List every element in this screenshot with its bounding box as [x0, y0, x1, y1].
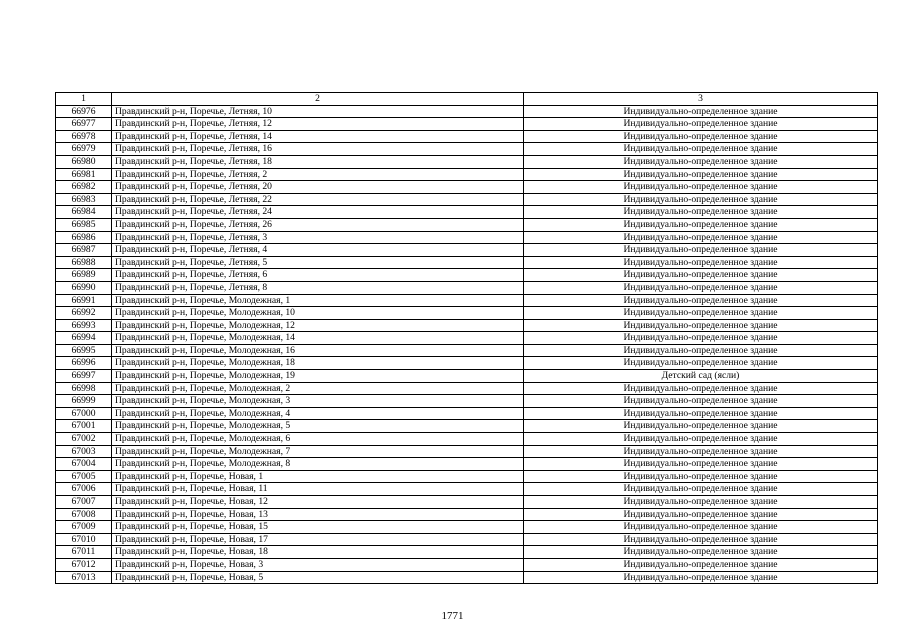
object-type-cell: Индивидуально-определенное здание — [524, 420, 878, 433]
table-header-row — [56, 93, 878, 106]
address-cell: Правдинский р-н, Поречье, Молодежная, 6 — [112, 433, 524, 446]
row-number-cell: 66981 — [56, 168, 112, 181]
address-cell: Правдинский р-н, Поречье, Молодежная, 19 — [112, 370, 524, 383]
address-cell: Правдинский р-н, Поречье, Летняя, 2 — [112, 168, 524, 181]
table-row — [56, 168, 878, 181]
page-number: 1771 — [441, 610, 464, 622]
address-cell: Правдинский р-н, Поречье, Молодежная, 1 — [112, 294, 524, 307]
row-number-cell: 67006 — [56, 483, 112, 496]
row-number-cell: 67008 — [56, 508, 112, 521]
row-number-cell: 66992 — [56, 307, 112, 320]
row-number-cell: 67001 — [56, 420, 112, 433]
table-row — [56, 105, 878, 118]
table-row — [56, 193, 878, 206]
table-row — [56, 546, 878, 559]
address-cell: Правдинский р-н, Поречье, Новая, 3 — [112, 558, 524, 571]
object-type-cell: Индивидуально-определенное здание — [524, 281, 878, 294]
address-cell: Правдинский р-н, Поречье, Летняя, 12 — [112, 118, 524, 131]
table-row — [56, 281, 878, 294]
table-row — [56, 130, 878, 143]
address-cell: Правдинский р-н, Поречье, Молодежная, 18 — [112, 357, 524, 370]
object-type-cell: Индивидуально-определенное здание — [524, 571, 878, 584]
row-number-cell: 67002 — [56, 433, 112, 446]
table-row — [56, 407, 878, 420]
address-cell: Правдинский р-н, Поречье, Новая, 17 — [112, 533, 524, 546]
object-type-cell: Индивидуально-определенное здание — [524, 193, 878, 206]
object-type-cell: Индивидуально-определенное здание — [524, 231, 878, 244]
table-row — [56, 521, 878, 534]
table-body — [56, 105, 878, 584]
object-type-cell: Индивидуально-определенное здание — [524, 382, 878, 395]
object-type-cell: Индивидуально-определенное здание — [524, 496, 878, 509]
address-cell: Правдинский р-н, Поречье, Новая, 18 — [112, 546, 524, 559]
table-row — [56, 558, 878, 571]
object-type-cell: Индивидуально-определенное здание — [524, 344, 878, 357]
object-type-cell: Индивидуально-определенное здание — [524, 256, 878, 269]
address-cell: Правдинский р-н, Поречье, Молодежная, 8 — [112, 458, 524, 471]
address-cell: Правдинский р-н, Поречье, Новая, 12 — [112, 496, 524, 509]
address-cell: Правдинский р-н, Поречье, Летняя, 8 — [112, 281, 524, 294]
row-number-cell: 66997 — [56, 370, 112, 383]
row-number-cell: 67003 — [56, 445, 112, 458]
address-cell: Правдинский р-н, Поречье, Летняя, 24 — [112, 206, 524, 219]
table-row — [56, 218, 878, 231]
row-number-cell: 66995 — [56, 344, 112, 357]
table-row — [56, 118, 878, 131]
table-row — [56, 181, 878, 194]
address-cell: Правдинский р-н, Поречье, Новая, 1 — [112, 470, 524, 483]
object-type-cell: Индивидуально-определенное здание — [524, 118, 878, 131]
row-number-cell: 66994 — [56, 332, 112, 345]
object-type-cell: Детский сад (ясли) — [524, 370, 878, 383]
address-cell: Правдинский р-н, Поречье, Молодежная, 3 — [112, 395, 524, 408]
object-type-cell: Индивидуально-определенное здание — [524, 458, 878, 471]
table-row — [56, 231, 878, 244]
row-number-cell: 66979 — [56, 143, 112, 156]
object-type-cell: Индивидуально-определенное здание — [524, 206, 878, 219]
object-type-cell: Индивидуально-определенное здание — [524, 357, 878, 370]
address-cell: Правдинский р-н, Поречье, Летняя, 6 — [112, 269, 524, 282]
address-cell: Правдинский р-н, Поречье, Молодежная, 7 — [112, 445, 524, 458]
table-row — [56, 508, 878, 521]
address-cell: Правдинский р-н, Поречье, Летняя, 3 — [112, 231, 524, 244]
row-number-cell: 67012 — [56, 558, 112, 571]
table-row — [56, 143, 878, 156]
object-type-cell: Индивидуально-определенное здание — [524, 168, 878, 181]
row-number-cell: 67010 — [56, 533, 112, 546]
address-cell: Правдинский р-н, Поречье, Молодежная, 10 — [112, 307, 524, 320]
address-cell: Правдинский р-н, Поречье, Летняя, 5 — [112, 256, 524, 269]
row-number-cell: 67005 — [56, 470, 112, 483]
object-type-cell: Индивидуально-определенное здание — [524, 105, 878, 118]
address-cell: Правдинский р-н, Поречье, Новая, 5 — [112, 571, 524, 584]
row-number-cell: 67011 — [56, 546, 112, 559]
table-row — [56, 420, 878, 433]
address-cell: Правдинский р-н, Поречье, Летняя, 26 — [112, 218, 524, 231]
row-number-cell: 67013 — [56, 571, 112, 584]
object-type-cell: Индивидуально-определенное здание — [524, 319, 878, 332]
address-cell: Правдинский р-н, Поречье, Летняя, 18 — [112, 155, 524, 168]
row-number-cell: 66998 — [56, 382, 112, 395]
object-type-cell: Индивидуально-определенное здание — [524, 508, 878, 521]
property-register-table — [55, 92, 878, 584]
table-row — [56, 458, 878, 471]
object-type-cell: Индивидуально-определенное здание — [524, 483, 878, 496]
object-type-cell: Индивидуально-определенное здание — [524, 244, 878, 257]
address-cell: Правдинский р-н, Поречье, Молодежная, 4 — [112, 407, 524, 420]
object-type-cell: Индивидуально-определенное здание — [524, 307, 878, 320]
table-row — [56, 269, 878, 282]
column-header-number: 1 — [56, 93, 112, 106]
table-row — [56, 470, 878, 483]
address-cell: Правдинский р-н, Поречье, Молодежная, 2 — [112, 382, 524, 395]
table-row — [56, 571, 878, 584]
address-cell: Правдинский р-н, Поречье, Молодежная, 12 — [112, 319, 524, 332]
address-cell: Правдинский р-н, Поречье, Летняя, 10 — [112, 105, 524, 118]
object-type-cell: Индивидуально-определенное здание — [524, 445, 878, 458]
object-type-cell: Индивидуально-определенное здание — [524, 395, 878, 408]
table-row — [56, 344, 878, 357]
row-number-cell: 66990 — [56, 281, 112, 294]
table-row — [56, 319, 878, 332]
object-type-cell: Индивидуально-определенное здание — [524, 130, 878, 143]
object-type-cell: Индивидуально-определенное здание — [524, 433, 878, 446]
row-number-cell: 66983 — [56, 193, 112, 206]
address-cell: Правдинский р-н, Поречье, Летняя, 4 — [112, 244, 524, 257]
address-cell: Правдинский р-н, Поречье, Новая, 15 — [112, 521, 524, 534]
row-number-cell: 66977 — [56, 118, 112, 131]
row-number-cell: 67009 — [56, 521, 112, 534]
row-number-cell: 67004 — [56, 458, 112, 471]
row-number-cell: 66991 — [56, 294, 112, 307]
address-cell: Правдинский р-н, Поречье, Летняя, 20 — [112, 181, 524, 194]
row-number-cell: 66986 — [56, 231, 112, 244]
address-cell: Правдинский р-н, Поречье, Новая, 13 — [112, 508, 524, 521]
row-number-cell: 66988 — [56, 256, 112, 269]
object-type-cell: Индивидуально-определенное здание — [524, 294, 878, 307]
object-type-cell: Индивидуально-определенное здание — [524, 269, 878, 282]
object-type-cell: Индивидуально-определенное здание — [524, 521, 878, 534]
address-cell: Правдинский р-н, Поречье, Молодежная, 16 — [112, 344, 524, 357]
object-type-cell: Индивидуально-определенное здание — [524, 143, 878, 156]
object-type-cell: Индивидуально-определенное здание — [524, 218, 878, 231]
object-type-cell: Индивидуально-определенное здание — [524, 470, 878, 483]
address-cell: Правдинский р-н, Поречье, Молодежная, 14 — [112, 332, 524, 345]
row-number-cell: 66978 — [56, 130, 112, 143]
table-row — [56, 382, 878, 395]
column-header-address: 2 — [112, 93, 524, 106]
row-number-cell: 67000 — [56, 407, 112, 420]
row-number-cell: 66996 — [56, 357, 112, 370]
table-row — [56, 483, 878, 496]
table-row — [56, 433, 878, 446]
object-type-cell: Индивидуально-определенное здание — [524, 558, 878, 571]
table-row — [56, 155, 878, 168]
row-number-cell: 66999 — [56, 395, 112, 408]
table-row — [56, 256, 878, 269]
table-row — [56, 307, 878, 320]
object-type-cell: Индивидуально-определенное здание — [524, 407, 878, 420]
table-row — [56, 357, 878, 370]
table-row — [56, 445, 878, 458]
table-row — [56, 206, 878, 219]
column-header-object-type: 3 — [524, 93, 878, 106]
address-cell: Правдинский р-н, Поречье, Новая, 11 — [112, 483, 524, 496]
address-cell: Правдинский р-н, Поречье, Летняя, 16 — [112, 143, 524, 156]
table-row — [56, 395, 878, 408]
table-row — [56, 496, 878, 509]
table-row — [56, 533, 878, 546]
table-row — [56, 294, 878, 307]
row-number-cell: 67007 — [56, 496, 112, 509]
table-row — [56, 332, 878, 345]
address-cell: Правдинский р-н, Поречье, Летняя, 22 — [112, 193, 524, 206]
object-type-cell: Индивидуально-определенное здание — [524, 155, 878, 168]
row-number-cell: 66976 — [56, 105, 112, 118]
address-cell: Правдинский р-н, Поречье, Летняя, 14 — [112, 130, 524, 143]
address-cell: Правдинский р-н, Поречье, Молодежная, 5 — [112, 420, 524, 433]
row-number-cell: 66993 — [56, 319, 112, 332]
row-number-cell: 66985 — [56, 218, 112, 231]
table-row — [56, 244, 878, 257]
row-number-cell: 66987 — [56, 244, 112, 257]
object-type-cell: Индивидуально-определенное здание — [524, 533, 878, 546]
row-number-cell: 66984 — [56, 206, 112, 219]
object-type-cell: Индивидуально-определенное здание — [524, 332, 878, 345]
row-number-cell: 66982 — [56, 181, 112, 194]
row-number-cell: 66989 — [56, 269, 112, 282]
object-type-cell: Индивидуально-определенное здание — [524, 181, 878, 194]
object-type-cell: Индивидуально-определенное здание — [524, 546, 878, 559]
table-row — [56, 370, 878, 383]
row-number-cell: 66980 — [56, 155, 112, 168]
